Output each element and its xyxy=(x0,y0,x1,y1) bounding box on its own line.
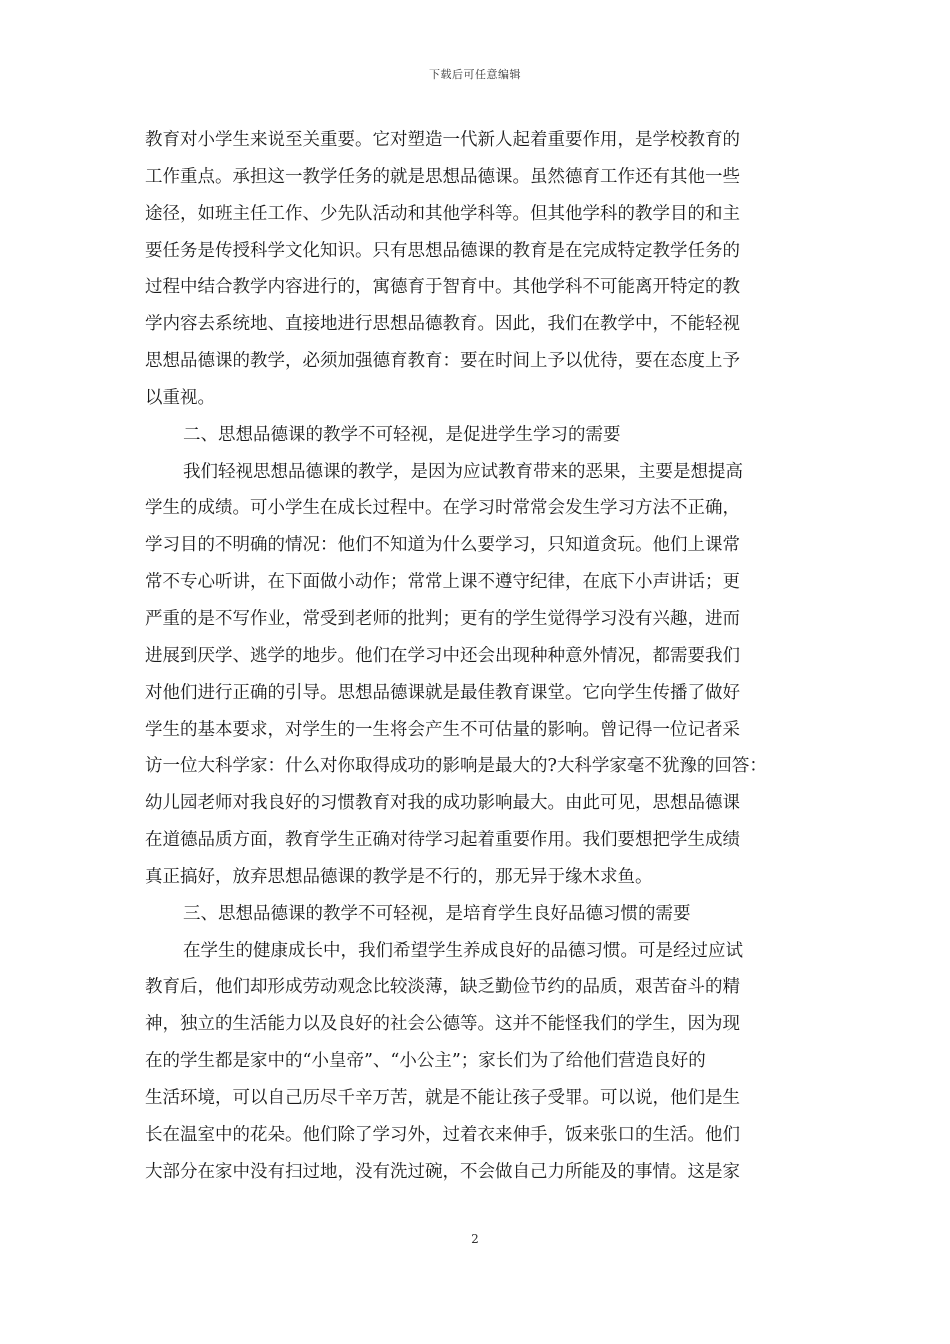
text-line: 神，独立的生活能力以及良好的社会公德等。这并不能怪我们的学生，因为现 xyxy=(145,1014,740,1035)
body-text xyxy=(145,122,809,1190)
text-line: 真正搞好，放弃思想品德课的教学是不行的，那无异于缘木求鱼。 xyxy=(145,866,653,887)
text-line: 学生的基本要求，对学生的一生将会产生不可估量的影响。曾记得一位记者采 xyxy=(145,719,740,740)
text-line: 访一位大科学家：什么对你取得成功的影响是最大的?大科学家毫不犹豫的回答： xyxy=(145,756,767,777)
section-heading: 二、思想品德课的教学不可轻视，是促进学生学习的需要 xyxy=(183,424,621,445)
text-line: 思想品德课的教学，必须加强德育教育：要在时间上予以优待，要在态度上予 xyxy=(145,351,740,372)
text-line: 幼儿园老师对我良好的习惯教育对我的成功影响最大。由此可见，思想品德课 xyxy=(145,793,740,814)
text-line: 生活环境，可以自己历尽千辛万苦，就是不能让孩子受罪。可以说，他们是生 xyxy=(145,1087,740,1108)
text-line: 对他们进行正确的引导。思想品德课就是最佳教育课堂。它向学生传播了做好 xyxy=(145,682,740,703)
section-heading: 三、思想品德课的教学不可轻视，是培育学生良好品德习惯的需要 xyxy=(183,903,691,924)
text-line: 大部分在家中没有扫过地，没有洗过碗，不会做自己力所能及的事情。这是家 xyxy=(145,1161,740,1182)
text-line: 以重视。 xyxy=(145,387,215,408)
text-line: 常不专心听讲，在下面做小动作；常常上课不遵守纪律，在底下小声讲话；更 xyxy=(145,572,740,593)
page-header: 下载后可任意编辑 xyxy=(429,68,521,81)
text-line: 严重的是不写作业，常受到老师的批判；更有的学生觉得学习没有兴趣，进而 xyxy=(145,608,740,629)
text-line: 我们轻视思想品德课的教学，是因为应试教育带来的恶果，主要是想提高 xyxy=(183,461,743,482)
page-number: 2 xyxy=(471,1232,479,1246)
text-line: 途径，如班主任工作、少先队活动和其他学科等。但其他学科的教学目的和主 xyxy=(145,203,740,224)
text-line: 过程中结合教学内容进行的，寓德育于智育中。其他学科不可能离开特定的教 xyxy=(145,277,740,298)
text-line: 教育对小学生来说至关重要。它对塑造一代新人起着重要作用，是学校教育的 xyxy=(145,130,740,150)
text-line: 在学生的健康成长中，我们希望学生养成良好的品德习惯。可是经过应试 xyxy=(183,940,743,961)
text-line: 长在温室中的花朵。他们除了学习外，过着衣来伸手，饭来张口的生活。他们 xyxy=(145,1124,740,1145)
text-line: 在道德品质方面，教育学生正确对待学习起着重要作用。我们要想把学生成绩 xyxy=(145,830,740,851)
text-line: 要任务是传授科学文化知识。只有思想品德课的教育是在完成特定教学任务的 xyxy=(145,240,740,261)
text-line: 学习目的不明确的情况：他们不知道为什么要学习，只知道贪玩。他们上课常 xyxy=(145,535,740,556)
text-line: 在的学生都是家中的“小皇帝”、“小公主”；家长们为了给他们营造良好的 xyxy=(145,1051,706,1072)
text-line: 工作重点。承担这一教学任务的就是思想品德课。虽然德育工作还有其他一些 xyxy=(145,166,740,187)
text-line: 进展到厌学、逃学的地步。他们在学习中还会出现种种意外情况，都需要我们 xyxy=(145,645,740,666)
text-line: 学内容去系统地、直接地进行思想品德教育。因此，我们在教学中，不能轻视 xyxy=(145,314,740,335)
text-line: 教育后，他们却形成劳动观念比较淡薄，缺乏勤俭节约的品质，艰苦奋斗的精 xyxy=(145,977,740,998)
text-line: 学生的成绩。可小学生在成长过程中。在学习时常常会发生学习方法不正确， xyxy=(145,498,740,519)
